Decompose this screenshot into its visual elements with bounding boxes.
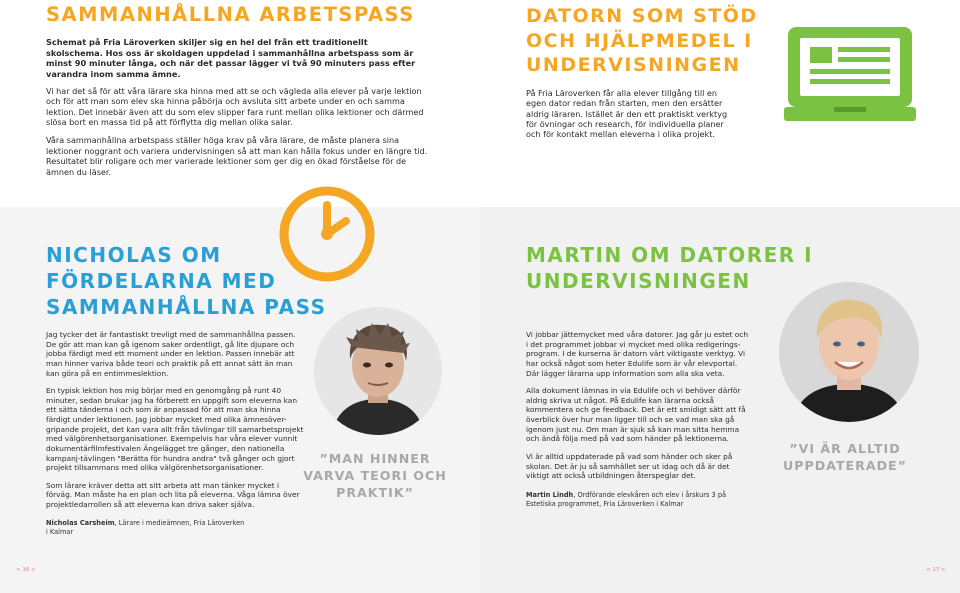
nicholas-paragraph-1: Jag tycker det är fantastiskt trevligt med de sammanhållna passen. De gör att man kan gå igenom saker ordentligt, gå lite djupare och jobba färdigt med ett moment under en lektion. Passen innebär att man hinner variva både teori och praktik på ett annat sätt än man kan göra på en entimmeslektion. [46, 330, 296, 378]
martin-portrait-image [779, 282, 919, 422]
martin-quote: ”VI ÄR ALLTID UPPDATERADE” [783, 441, 907, 473]
heading-datorn-som-stod: DATORN SOM STÖD OCH HJÄLPMEDEL I UNDERVISNINGEN [526, 5, 758, 77]
page-number-left: < 16 > [16, 567, 36, 573]
martin-paragraph-1: Vi jobbar jättemycket med våra datorer. Jag går ju estet och i det programmet jobbar vi mycket med olika redigerings-program. I de kurserna är datorn värt viktigaste verktyg. Vi har också något som heter Edulife som är vår elevportal. Där lägger lärarna upp information som alla ska veta. [526, 330, 749, 378]
martin-body [526, 330, 751, 489]
martin-signature-role: , Ordförande elevkåren och elev i årskurs 3 på Estetiska programmet, Fria Läroverken i Kalmar [526, 491, 727, 508]
martin-signature [526, 491, 746, 509]
nicholas-paragraph-2: En typisk lektion hos mig börjar med en genomgång på runt 40 minuter, sedan brukar jag ha förberett en uppgift som eleverna kan ett sätta tänderna i och som är anpassad för att man ska hinna färdigt under lektionen. Jag jobbar mycket med olika ämnesöver-gripande projekt, det kan vara allt från tävlingar till samarbetsprojekt med välgörenhetsorganisationer. Exempelvis har våra elever vunnit dokumentärfilmfestivalen Ängelägget tre gånger, den nationella kampanj-tävlingen "Berätta för hundra andra" två gånger och gjort projekt tillsammans med olika välgörenhetsorganisationer. [46, 386, 304, 473]
nicholas-quote: ”MAN HINNER VARVA TEORI OCH PRAKTIK” [303, 451, 447, 500]
martin-paragraph-2: Alla dokument lämnas in via Edulife och vi behöver därför aldrig skriva ut något. På Edulife kan lärarna också kommentera och ge feedback. Det är ett smidigt sätt att få överblick över hur man ligger till och se vad man ska gå igenom just nu. Om man är sjuk så kan man sitta hemma och ändå följa med på vad som händer på lektionerna. [526, 386, 746, 444]
arbetspass-paragraph-2: Våra sammanhållna arbetspass ställer höga krav på våra lärare, de måste planera sina lektioner noggrant och variera undervisningen så att man kan hålla fokus under en längre tid. Resultatet blir roligare och mer varierade lektioner som ger dig en ökad förståelse för de ämnen du läser. [46, 135, 428, 177]
nicholas-portrait [314, 307, 442, 435]
arbetspass-body [46, 86, 431, 185]
heading-martin: MARTIN OM DATORER I UNDERVISNINGEN [526, 243, 814, 293]
datorn-paragraph: På Fria Läroverken får alla elever tillgång till en egen dator redan från starten, men den ersätter aldrig läraren. Istället är den ett praktiskt verktyg för övningar och research, för individuella planer och för kontakt mellan eleverna i olika projekt. [526, 88, 728, 140]
martin-portrait [779, 282, 919, 422]
martin-paragraph-3: Vi är alltid uppdaterade på vad som händer och sker på skolan. Det är ju så samhället ser ut idag och då är det viktigt att också utbildningen återspeglar det. [526, 451, 733, 481]
martin-signature-name: Martin Lindh [526, 491, 574, 499]
heading-nicholas: NICHOLAS OM FÖRDELARNA MED SAMMANHÅLLNA PASS [46, 243, 327, 319]
nicholas-paragraph-3: Som lärare kräver detta att sitt arbeta att man tänker mycket i förväg. Man måste ha en plan och lita på eleverna. Våga lämna över projektledarrollen så att eleverna kan driva saker själva. [46, 480, 300, 509]
computer-icon [784, 23, 916, 127]
nicholas-body [46, 330, 304, 518]
page-number-right: < 17 > [926, 567, 946, 573]
heading-sammanhallna-arbetspass: SAMMANHÅLLNA ARBETSPASS [46, 3, 415, 26]
arbetspass-paragraph-1: Vi har det så för att våra lärare ska hinna med att se och vägleda alla elever på varje lektion och för att man som elev ska hinna påbörja och avsluta sitt arbete under en och samma lektion. Det innebär även att du som elev slipper fara runt mellan olika lektioner och därmed slösa bort en massa tid på att förflytta dig mellan olika salar. [46, 86, 424, 128]
nicholas-signature-name: Nicholas Carsheim [46, 519, 115, 527]
intro-paragraph: Schemat på Fria Läroverken skiljer sig en hel del från ett traditionellt skolschema. Hos oss är skoldagen uppdelad i sammanhållna arbetspass som är minst 90 minuter långa, och när det passar lägger vi två 90 minuters pass efter varandra inom samma ämne. [46, 37, 416, 79]
nicholas-signature [46, 519, 246, 537]
nicholas-signature-role: , Lärare i medieämnen, Fria Läroverken i Kalmar [46, 519, 245, 536]
nicholas-portrait-image [314, 307, 442, 435]
